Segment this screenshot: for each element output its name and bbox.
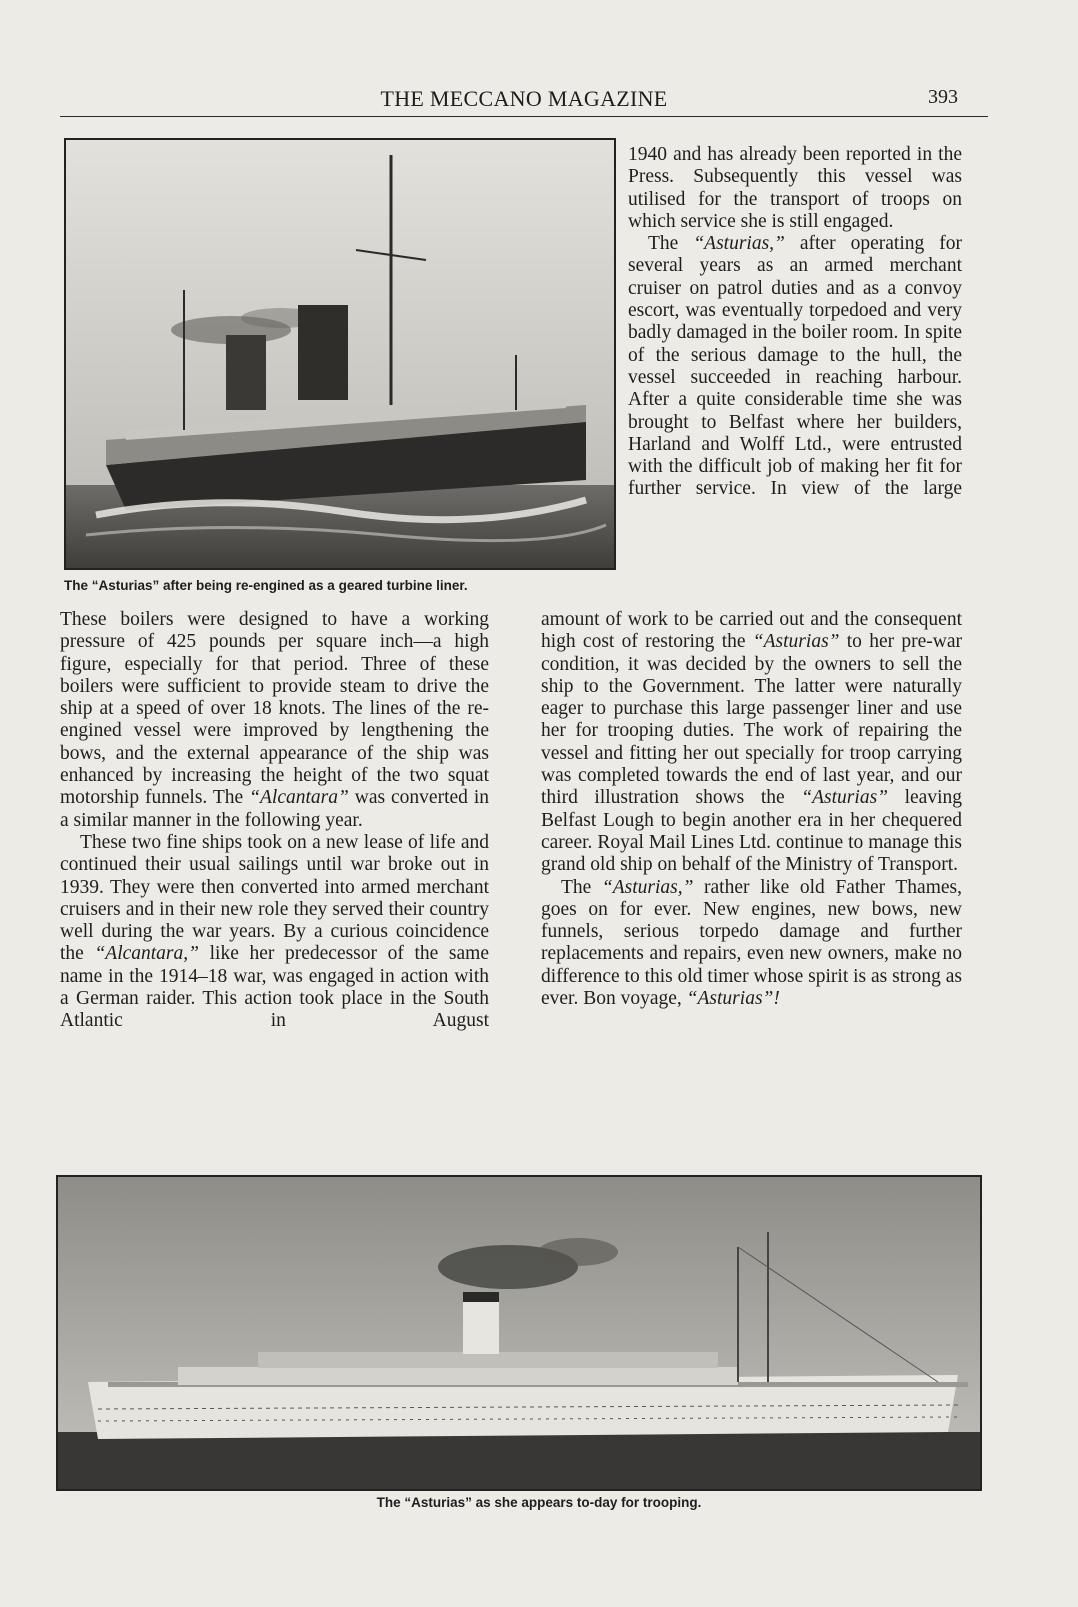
ship-name: “Alcantara,” — [94, 943, 199, 965]
ship-name: “Alcantara” — [249, 787, 349, 809]
paragraph: The “Asturias,” after operating for several years as an armed merchant cruiser on patrol duties and as a convoy escort, was eventually torpedoed and very badly damaged in the boiler room. In spite of the serious damage to the hull, the vessel succeeded in reaching harbour. After a quite considerable time she was brought to Belfast where her builders, Harland and Wolff Ltd., were entrusted with the difficult job of making her fit for further service. In view of the large — [628, 233, 962, 500]
middle-column-text — [541, 609, 962, 1010]
page-header — [60, 84, 988, 117]
page-number: 393 — [928, 86, 958, 108]
asturias-trooping-photo — [56, 1175, 982, 1491]
left-column-text — [60, 609, 489, 1033]
paragraph: These boilers were designed to have a working pressure of 425 pounds per square inch—a high figure, especially for that period. Three of these boilers were sufficient to provide steam to drive the ship at a speed of over 18 knots. The lines of the re-engined vessel were improved by lengthening the bows, and the external appearance of the ship was enhanced by increasing the height of the two squat motorship funnels. The “Alcantara” was converted in a similar manner in the following year. — [60, 609, 489, 831]
paragraph: 1940 and has already been reported in the Press. Subsequently this vessel was utilised for the transport of troops on which service she is still engaged. — [628, 144, 962, 232]
paragraph: amount of work to be carried out and the consequent high cost of restoring the “Asturias” to her pre-war condition, it was decided by the owners to sell the ship to the Government. The latter were naturally eager to purchase this large passenger liner and use her for trooping duties. The work of repairing the vessel and fitting her out specially for troop carrying was completed towards the end of last year, and our third illustration shows the “Asturias” leaving Belfast Lough to begin another era in her chequered career. Royal Mail Lines Ltd. continue to manage this grand old ship on behalf of the Ministry of Transport. — [541, 609, 962, 876]
paragraph: These two fine ships took on a new lease of life and continued their usual sailings until war broke out in 1939. They were then converted into armed merchant cruisers and in their new role they served their country well during the war years. By a curious coincidence the “Alcantara,” like her predecessor of the same name in the 1914–18 war, was engaged in action with a German raider. This action took place in the South Atlantic in August — [60, 831, 489, 1032]
paragraph: The “Asturias,” rather like old Father Thames, goes on for ever. New engines, new bows, new funnels, serious torpedo damage and further replacements and repairs, even new owners, make no difference to this old timer whose spirit is as strong as ever. Bon voyage, “Asturias”! — [541, 876, 962, 1010]
ship-name: “Asturias,” — [601, 876, 694, 898]
bottom-photo-caption: The “Asturias” as she appears to-day for trooping. — [376, 1495, 702, 1510]
top-photo-caption: The “Asturias” after being re-engined as a geared turbine liner. — [64, 578, 468, 593]
magazine-title: THE MECCANO MAGAZINE — [380, 86, 668, 111]
ship-name: “Asturias” — [801, 787, 888, 809]
asturias-turbine-liner-photo — [64, 138, 616, 570]
ship-name: “Asturias” — [752, 631, 840, 653]
ship-name: “Asturias”! — [686, 988, 780, 1010]
right-column-text — [628, 144, 962, 501]
ship-name: “Asturias,” — [693, 233, 785, 255]
